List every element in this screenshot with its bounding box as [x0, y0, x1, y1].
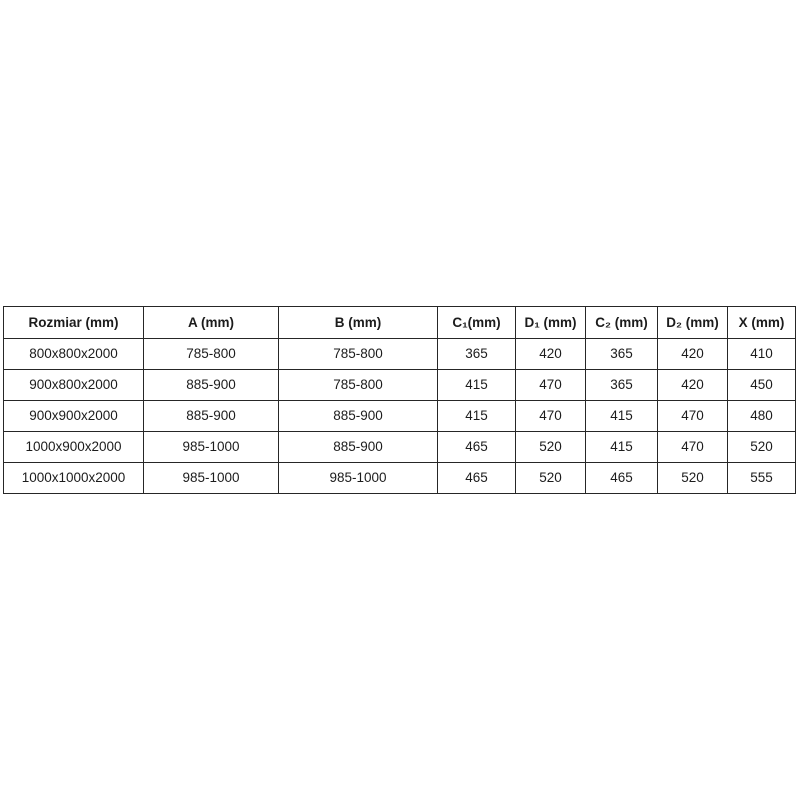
table-cell-x: 410: [728, 339, 796, 370]
table-cell-d2: 470: [658, 401, 728, 432]
table-cell-c1: 465: [438, 463, 516, 494]
table-cell-a: 985-1000: [144, 463, 279, 494]
table-cell-rozmiar: 1000x1000x2000: [4, 463, 144, 494]
table-cell-d2: 470: [658, 432, 728, 463]
table-cell-c1: 415: [438, 401, 516, 432]
table-cell-a: 785-800: [144, 339, 279, 370]
table-cell-rozmiar: 800x800x2000: [4, 339, 144, 370]
column-header-b: B (mm): [279, 307, 438, 339]
table-cell-c2: 465: [586, 463, 658, 494]
table-cell-c1: 465: [438, 432, 516, 463]
table-cell-a: 985-1000: [144, 432, 279, 463]
column-header-c2: C₂ (mm): [586, 307, 658, 339]
table-cell-b: 985-1000: [279, 463, 438, 494]
table-cell-a: 885-900: [144, 370, 279, 401]
table-cell-c2: 365: [586, 339, 658, 370]
column-header-c1: C₁(mm): [438, 307, 516, 339]
table-cell-x: 480: [728, 401, 796, 432]
table-row: [4, 401, 796, 432]
table-cell-c1: 365: [438, 339, 516, 370]
column-header-a: A (mm): [144, 307, 279, 339]
column-header-d1: D₁ (mm): [516, 307, 586, 339]
table-cell-c1: 415: [438, 370, 516, 401]
table-cell-c2: 415: [586, 401, 658, 432]
table-cell-b: 885-900: [279, 401, 438, 432]
table-row: [4, 370, 796, 401]
table-cell-a: 885-900: [144, 401, 279, 432]
table-cell-b: 785-800: [279, 370, 438, 401]
table-cell-x: 450: [728, 370, 796, 401]
table-cell-d2: 520: [658, 463, 728, 494]
size-spec-table: [3, 306, 796, 494]
table-cell-c2: 415: [586, 432, 658, 463]
table-row: [4, 463, 796, 494]
table-cell-rozmiar: 1000x900x2000: [4, 432, 144, 463]
table-cell-x: 520: [728, 432, 796, 463]
table-cell-d2: 420: [658, 339, 728, 370]
header-row: [4, 307, 796, 339]
table-cell-b: 885-900: [279, 432, 438, 463]
table-row: [4, 432, 796, 463]
table-cell-d1: 520: [516, 432, 586, 463]
table-cell-b: 785-800: [279, 339, 438, 370]
table-cell-x: 555: [728, 463, 796, 494]
table-row: [4, 339, 796, 370]
table-cell-rozmiar: 900x800x2000: [4, 370, 144, 401]
column-header-rozmiar: Rozmiar (mm): [4, 307, 144, 339]
table-cell-d1: 420: [516, 339, 586, 370]
column-header-x: X (mm): [728, 307, 796, 339]
table-cell-d1: 470: [516, 370, 586, 401]
table-cell-d1: 470: [516, 401, 586, 432]
table-cell-d1: 520: [516, 463, 586, 494]
table-cell-d2: 420: [658, 370, 728, 401]
table-cell-rozmiar: 900x900x2000: [4, 401, 144, 432]
column-header-d2: D₂ (mm): [658, 307, 728, 339]
table-cell-c2: 365: [586, 370, 658, 401]
